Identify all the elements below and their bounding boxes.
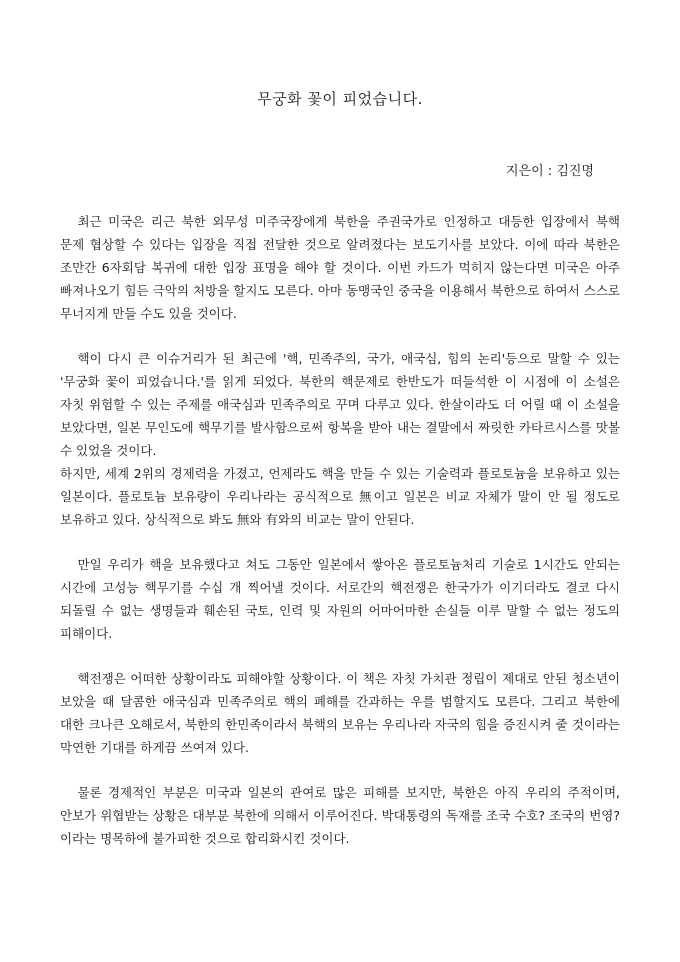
document-title: 무궁화 꽃이 피었습니다. [257, 90, 423, 108]
paragraph-1: 최근 미국은 리근 북한 외무성 미주국장에게 북한을 주권국가로 인정하고 대등한 입장에서 북핵 문제 협상할 수 있다는 입장을 직접 전달한 것으로 알려졌다는 보도기사를 보았다. 이에 따라 북한은 조만간 6자회담 복귀에 대한 입장 표명을 해야 할 것이다. 이번 카드가 먹히지 않는다면 미국은 아주 빠져나오기 힘든 극악의 처방을 할지도 모른다. 아마 동맹국인 중국을 이용해서 북한으로 하여서 스스로 무너지게 만들 수도 있을 것이다. [60, 214, 620, 321]
paragraph-4: 만일 우리가 핵을 보유했다고 쳐도 그동안 일본에서 쌓아온 플로토늄처리 기술로 1시간도 안되는 시간에 고성능 핵무기를 수십 개 찍어낼 것이다. 서로간의 핵전쟁은 한국가가 이기더라도 결코 다시 되돌릴 수 없는 생명들과 훼손된 국토, 인력 및 자원의 어마어마한 손실들 이루 말할 수 없는 정도의 피해이다. [60, 557, 620, 641]
author-line: 지은이 : 김진명 [506, 164, 594, 179]
paragraph-2: 핵이 다시 큰 이슈거리가 된 최근에 '핵, 민족주의, 국가, 애국심, 힘의 논리'등으로 말할 수 있는 '무궁화 꽃이 피었습니다.'를 읽게 되었다. 북한의 핵문제로 한반도가 떠들석한 이 시점에 이 소설은 자칫 위험할 수 있는 주제를 애국심과 민족주의로 꾸며 다루고 있다. 한살이라도 더 어릴 때 이 소설을 보았다면, 일본 무인도에 핵무기를 발사함으로써 항복을 받아 내는 결말에서 짜릿한 카타르시스를 맛볼 수 있었을 것이다. [60, 351, 620, 458]
paragraph-6: 물론 경제적인 부분은 미국과 일본의 관여로 많은 피해를 보지만, 북한은 아직 우리의 주적이며, 안보가 위협받는 상황은 대부분 북한에 의해서 이루어진다. 박대통령의 독재를 조국 수호? 조국의 번영? 이라는 명목하에 불가피한 것으로 합리화시킨 것이다. [60, 785, 620, 846]
paragraph-5: 핵전쟁은 어떠한 상황이라도 피해야할 상황이다. 이 책은 자칫 가치관 정립이 제대로 안된 청소년이 보았을 때 달콤한 애국심과 민족주의로 핵의 폐해를 간과하는 우를 범할지도 모른다. 그리고 북한에 대한 크나큰 오해로서, 북한의 한민족이라서 북핵의 보유는 우리나라 자국의 힘을 증진시켜 줄 것이라는 막연한 기대를 하게끔 쓰여져 있다. [60, 671, 620, 755]
paragraph-3: 하지만, 세계 2위의 경제력을 가졌고, 언제라도 핵을 만들 수 있는 기술력과 플로토늄을 보유하고 있는 일본이다. 플로토늄 보유량이 우리나라는 공식적으로 無이고 일본은 비교 자체가 말이 안 될 정도로 보유하고 있다. 상식적으로 봐도 無와 有와의 비교는 말이 안된다. [60, 466, 620, 527]
document-body [60, 210, 620, 872]
